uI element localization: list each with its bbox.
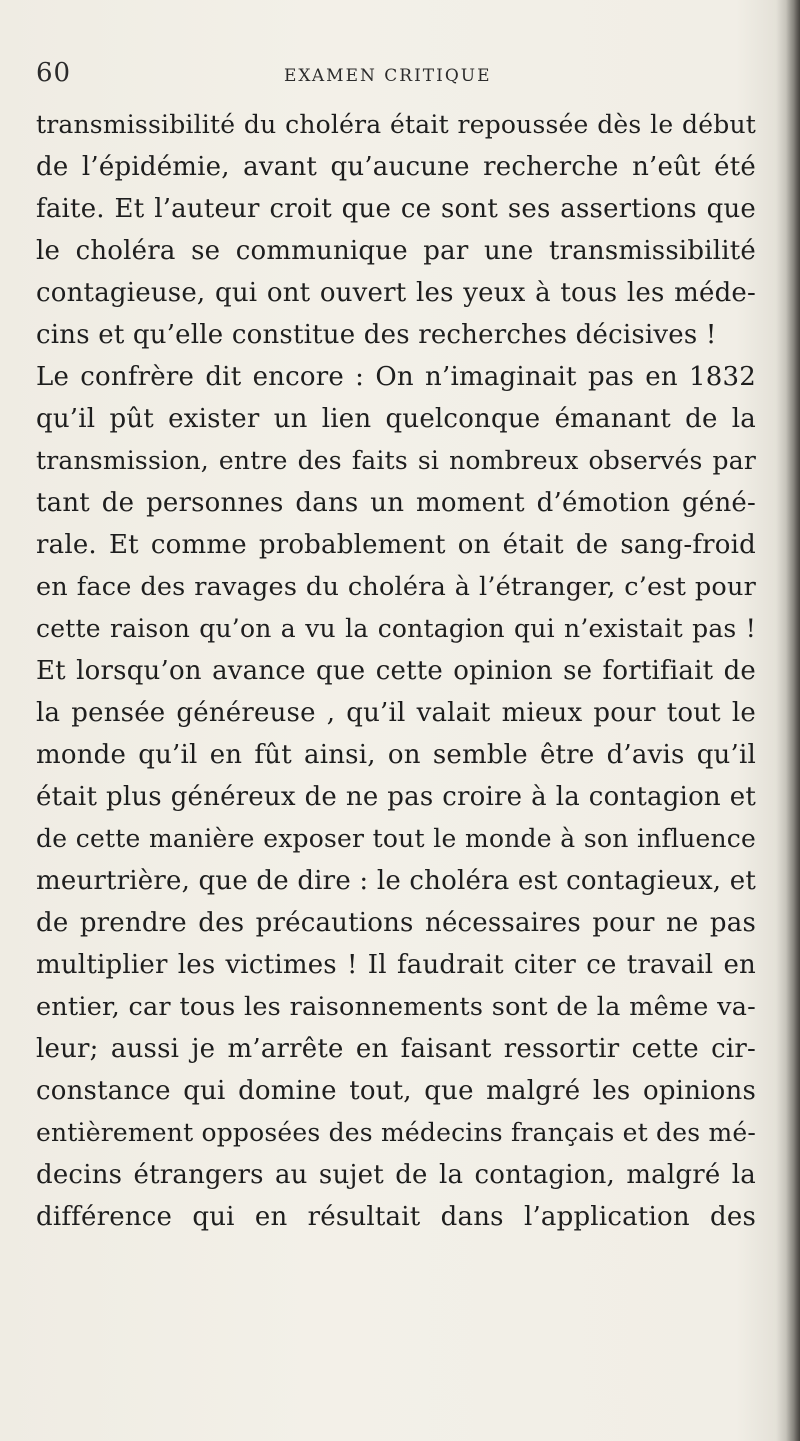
text-line: le choléra se communique par une transmissibilité [36, 236, 756, 266]
page-number: 60 [36, 58, 72, 88]
text-line: de l’épidémie, avant qu’aucune recherche n’eût été [36, 152, 756, 182]
text-line: monde qu’il en fût ainsi, on semble être d’avis qu’il [36, 740, 756, 770]
text-line: tant de personnes dans un moment d’émotion géné- [36, 488, 756, 518]
text-line: rale. Et comme probablement on était de sang-froid [36, 530, 756, 560]
page-header [36, 58, 776, 98]
text-line: decins étrangers au sujet de la contagion, malgré la [36, 1160, 756, 1190]
text-line: de prendre des précautions nécessaires pour ne pas [36, 908, 756, 938]
page-edge-shadow [786, 0, 800, 1441]
text-line: en face des ravages du choléra à l’étranger, c’est pour [36, 572, 756, 602]
text-line: faite. Et l’auteur croit que ce sont ses assertions que [36, 194, 756, 224]
text-line: entièrement opposées des médecins français et des mé- [36, 1118, 756, 1147]
text-line: constance qui domine tout, que malgré les opinions [36, 1076, 756, 1106]
text-line: Le confrère dit encore : On n’imaginait pas en 1832 [36, 362, 756, 392]
text-line: multiplier les victimes ! Il faudrait citer ce travail en [36, 950, 756, 980]
text-line: transmissibilité du choléra était repoussée dès le début [36, 110, 756, 139]
text-line: qu’il pût exister un lien quelconque émanant de la [36, 404, 756, 434]
text-line: entier, car tous les raisonnements sont de la même va- [36, 992, 756, 1022]
text-line: de cette manière exposer tout le monde à son influence [36, 824, 756, 853]
text-line: était plus généreux de ne pas croire à la contagion et [36, 782, 756, 812]
text-line: cette raison qu’on a vu la contagion qui n’existait pas ! [36, 614, 756, 643]
text-line: différence qui en résultait dans l’application des [36, 1202, 756, 1232]
text-line: contagieuse, qui ont ouvert les yeux à tous les méde- [36, 278, 756, 308]
text-line: Et lorsqu’on avance que cette opinion se fortifiait de [36, 656, 756, 686]
text-line: transmission, entre des faits si nombreux observés par [36, 446, 756, 475]
text-line: cins et qu’elle constitue des recherches décisives ! [36, 320, 717, 350]
text-line: la pensée généreuse , qu’il valait mieux pour tout le [36, 698, 756, 728]
text-line: meurtrière, que de dire : le choléra est contagieux, et [36, 866, 756, 896]
running-head: EXAMEN CRITIQUE [284, 66, 492, 86]
body-text [36, 104, 756, 1238]
text-line: leur; aussi je m’arrête en faisant ressortir cette cir- [36, 1034, 756, 1064]
